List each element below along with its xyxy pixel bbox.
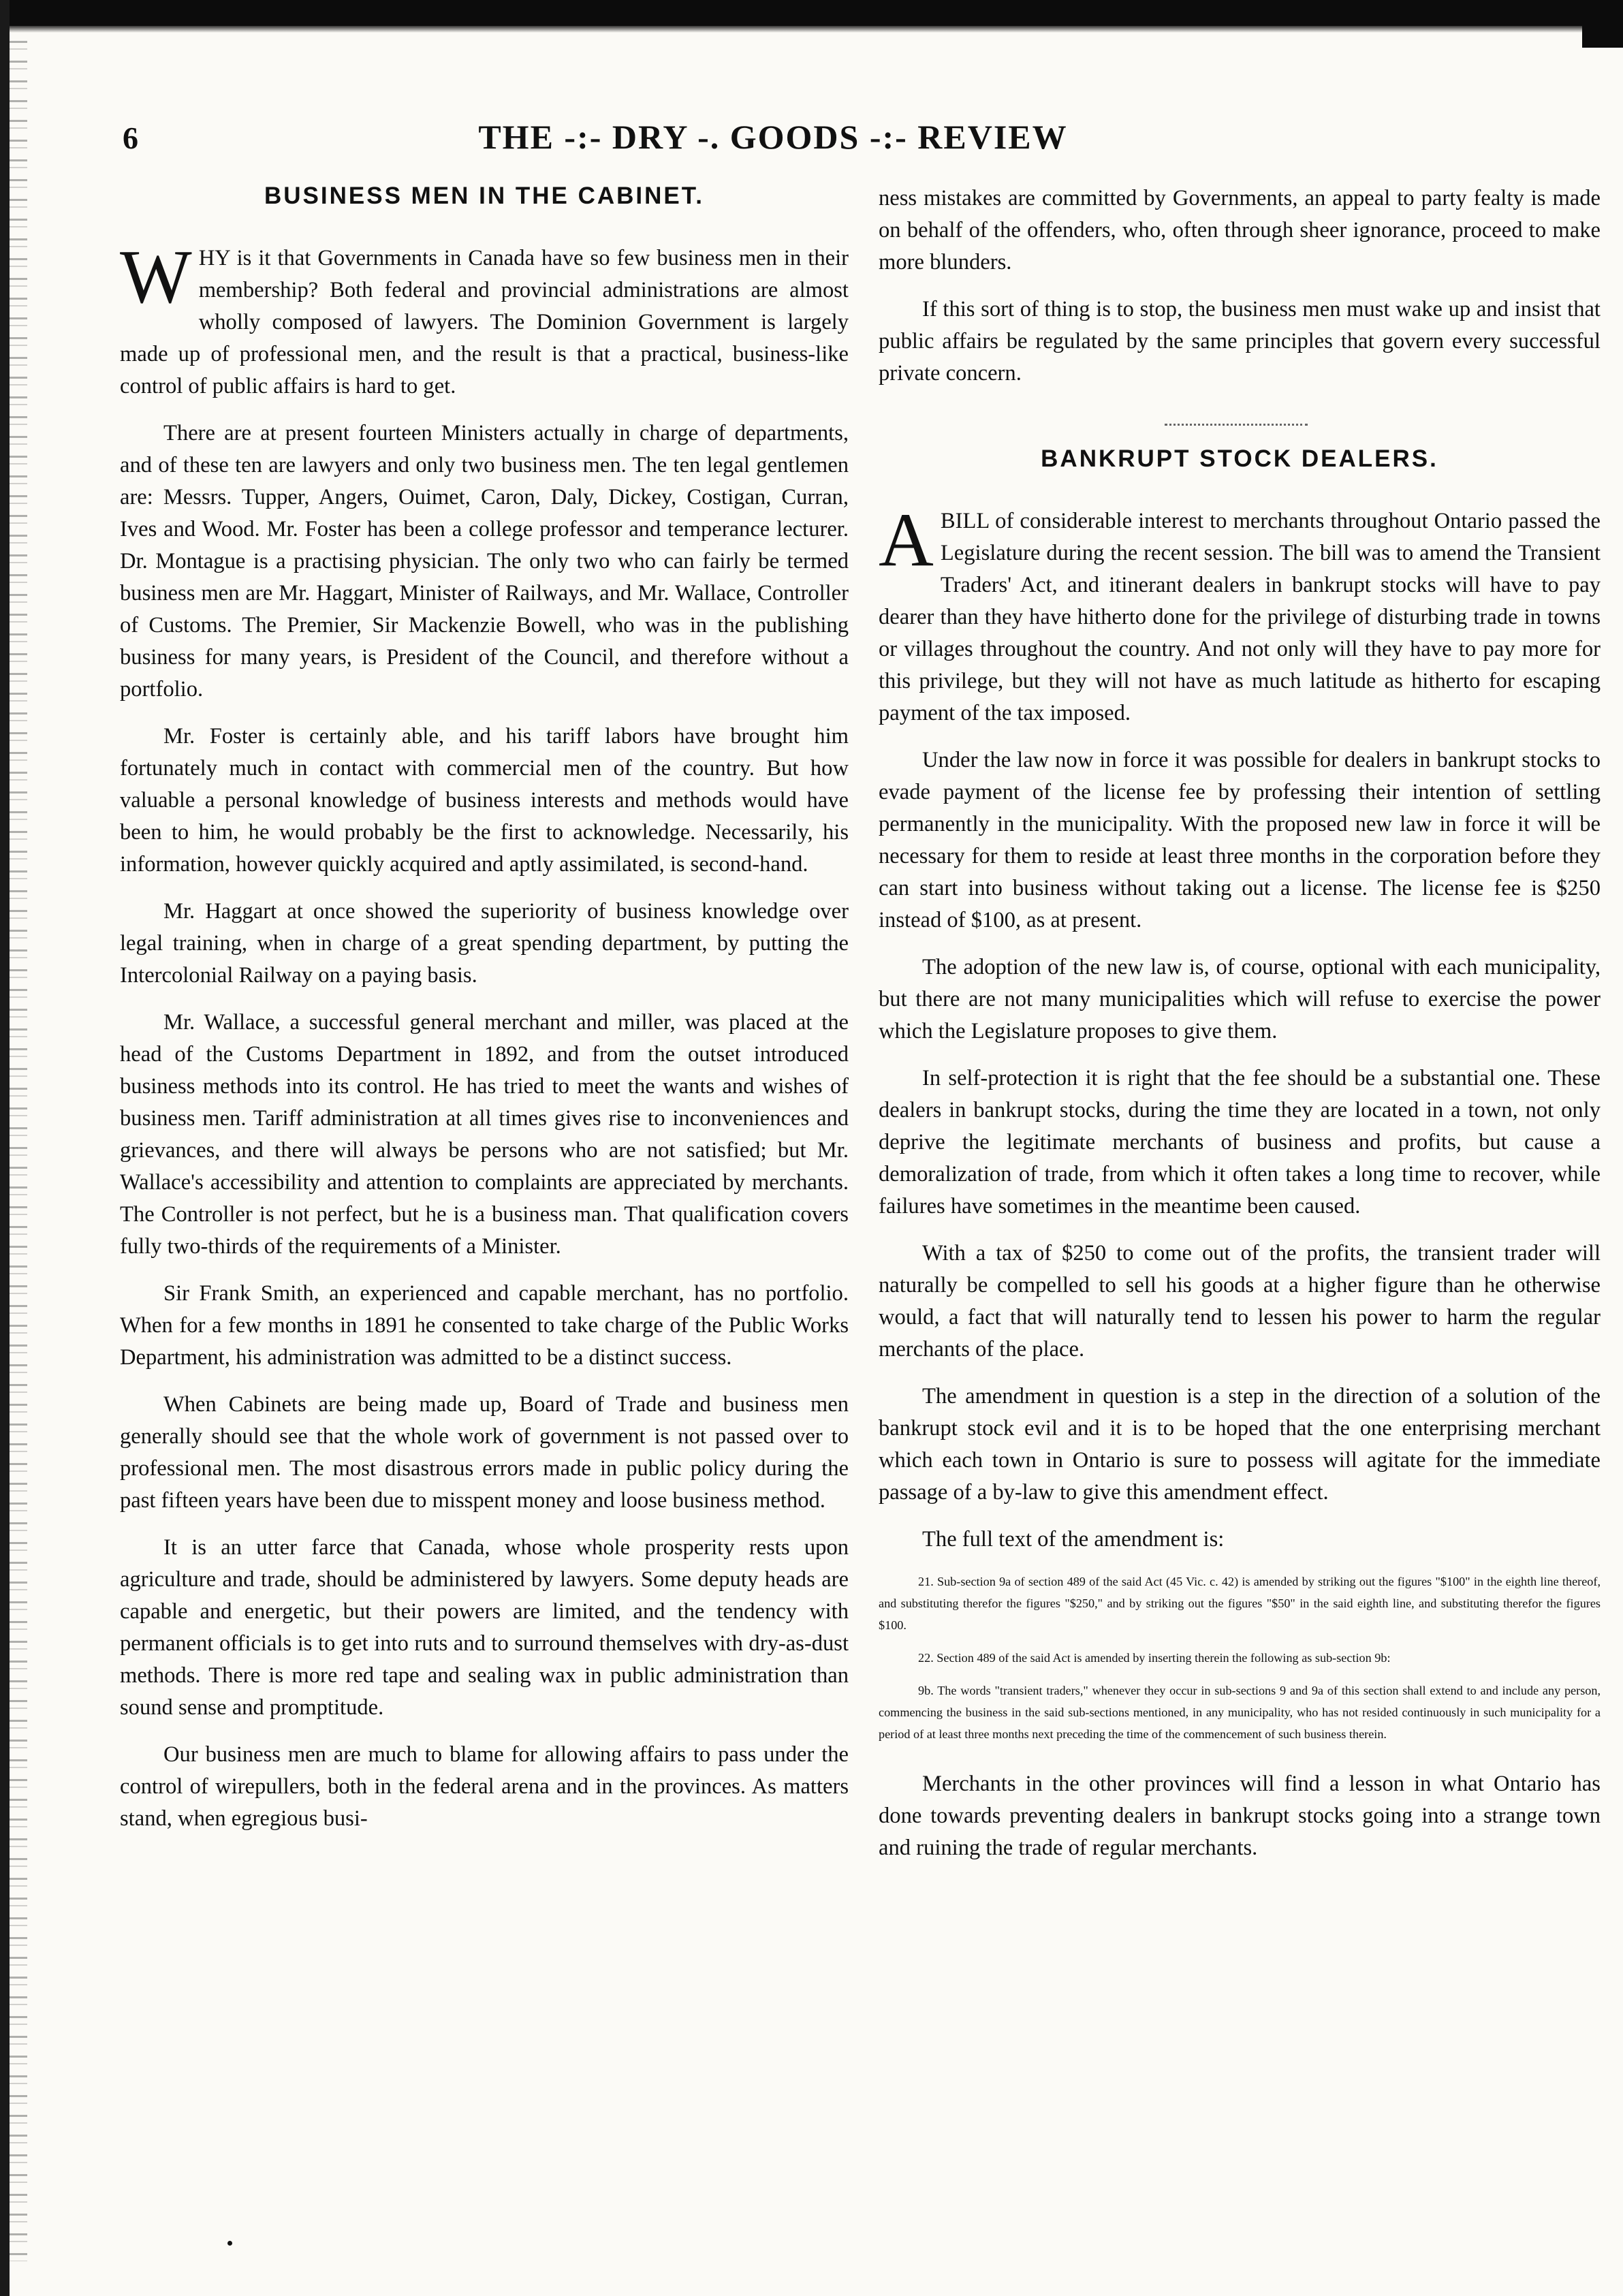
paragraph: The adoption of the new law is, of course, optional with each municipality, but there are not many municipalities which will refuse to exercise the power which the Legislature proposes to give them. [879,955,1601,1043]
article-lead-paragraph [879,498,1601,729]
section-divider [879,405,1601,445]
drop-cap-a: A [879,498,934,582]
article-lead-paragraph [120,235,849,403]
paragraph: Mr. Wallace, a successful general merchant and miller, was placed at the head of the Customs Department in 1892, and from the outset introduced business methods into its control. He has tried to meet the wants and wishes of business men. Tariff administration at all times gives rise to inconveniences and grievances, and there will always be persons who are not satisfied; but Mr. Wallace's accessibility and attention to complaints are appreciated by merchants. The Controller is not perfect, but he is a business man. That qualification covers fully two-thirds of the requirements of a Minister. [120,1010,849,1259]
paragraph: Under the law now in force it was possible for dealers in bankrupt stocks to evade payment of the license fee by professing their intention of settling permanently in the municipality. With the proposed new law in force it will be necessary for them to reside at least three months in the corporation before they can start into business without taking out a license. The license fee is $250 instead of $100, as at present. [879,748,1601,932]
right-column [879,183,1601,1879]
scan-left-edge [0,0,10,2296]
scan-left-noise [10,41,27,2261]
paragraph: When Cabinets are being made up, Board of Trade and business men generally should see that the whole work of government is not passed over to professional men. The most disastrous errors made in public policy during the past fifteen years have been due to misspent money and loose business method. [120,1392,849,1513]
paragraph: The amendment in question is a step in the direction of a solution of the bankrupt stock evil and it is to be hoped that the one enterprising merchant which each town in Ontario is sure to possess will agitate for the immediate passage of a by-law to give this amendment effect. [879,1384,1601,1505]
amendment-clause: 21. Sub-section 9a of section 489 of the said Act (45 Vic. c. 42) is amended by striking out the figures "$100" in the eighth line thereof, and substituting therefor the figures "$250," and by striking out the figures "$50" in the said eighth line, and substituting therefor the figures $100. [879,1575,1601,1632]
article-title-business-men: BUSINESS MEN IN THE CABINET. [264,183,704,209]
paragraph: Sir Frank Smith, an experienced and capable merchant, has no portfolio. When for a few months in 1891 he consented to take charge of the Public Works Department, his administration was admitted to be a distinct success. [120,1281,849,1370]
paragraph: With a tax of $250 to come out of the profits, the transient trader will naturally be compelled to sell his goods at a higher figure than he otherwise would, a fact that will naturally tend to lessen his power to harm the regular merchants of the place. [879,1241,1601,1362]
stray-dot [227,2241,232,2246]
paragraph: Our business men are much to blame for allowing affairs to pass under the control of wirepullers, both in the federal arena and in the provinces. As matters stand, when egregious busi- [120,1742,849,1831]
paragraph: Mr. Haggart at once showed the superiority of business knowledge over legal training, when in charge of a great spending department, by putting the Intercolonial Railway on a paying basis. [120,899,849,988]
paragraph: It is an utter farce that Canada, whose whole prosperity rests upon agriculture and trade, should be administered by lawyers. Some deputy heads are capable and energetic, but their powers are limited, and the tendency with permanent officials is to get into ruts and to surround themselves with dry-as-dust methods. There is more red tape and sealing wax in public administration than sound sense and promptitude. [120,1535,849,1720]
amendment-text [879,1571,1601,1745]
paragraph: Mr. Foster is certainly able, and his tariff labors have brought him fortunately much in contact with commercial men of the country. But how valuable a personal knowledge of business interests and methods would have been to him, he would probably be the first to acknowledge. Necessarily, his information, however quickly acquired and aptly assimilated, is second-hand. [120,724,849,877]
running-head: THE -:- DRY -. GOODS -:- REVIEW [478,118,1068,156]
lead-paragraph-text: BILL of considerable interest to merchants throughout Ontario passed the Legislature during the recent session. The bill was to amend the Transient Traders' Act, and itinerant dealers in bankrupt stocks will have to pay dearer than they have hitherto done for the privilege of disturbing trade in towns or villages throughout the country. And not only will they have to pay more for this privilege, but they will not have as much latitude as hitherto for escaping payment of the tax imposed. [879,509,1601,725]
paragraph: There are at present fourteen Ministers actually in charge of departments, and of these ten are lawyers and only two business men. The ten legal gentlemen are: Messrs. Tupper, Angers, Ouimet, Caron, Daly, Dickey, Costigan, Curran, Ives and Wood. Mr. Foster has been a college professor and temperance lecturer. Dr. Montague is a practising physician. The only two who can fairly be termed business men are Mr. Haggart, Minister of Railways, and Mr. Wallace, Controller of Customs. The Premier, Sir Mackenzie Bowell, who was in the publishing business for many years, is President of the Council, and therefore without a portfolio. [120,421,849,702]
amendment-clause: 22. Section 489 of the said Act is amended by inserting therein the following as sub-section 9b: [918,1651,1391,1665]
page-number: 6 [123,121,138,155]
article-title-bankrupt-stock: BANKRUPT STOCK DEALERS. [1041,445,1438,472]
scan-corner-mark [1582,0,1623,48]
drop-cap-w: W [120,235,192,319]
lead-paragraph-text: HY is it that Governments in Canada have so few business men in their membership? Both federal and provincial administrations are almost wholly composed of lawyers. The Dominion Government is largely made up of professional men, and the result is that a practical, business-like control of public affairs is hard to get. [120,246,849,398]
paragraph: In self-protection it is right that the fee should be a substantial one. These dealers in bankrupt stocks, during the time they are located in a town, not only deprive the legitimate merchants of business and profits, but cause a demoralization of trade, from which it often takes a long time to recover, while failures have sometimes in the meantime been caused. [879,1066,1601,1218]
closing-paragraph: If this sort of thing is to stop, the business men must wake up and insist that public affairs be regulated by the same principles that govern every successful private concern. [879,297,1601,386]
amendment-clause: 9b. The words "transient traders," whenever they occur in sub-sections 9 and 9a of this section shall extend to and include any person, commencing the business in the said sub-sections mentioned, in any municipality, who has not resided continuously in such municipality for a period of at least three months next preceding the time of the commencement of such business therein. [879,1684,1601,1741]
continued-paragraph: ness mistakes are committed by Governments, an appeal to party fealty is made on behalf of the offenders, who, often through sheer ignorance, proceed to make more blunders. [879,186,1601,274]
closing-paragraph: Merchants in the other provinces will find a lesson in what Ontario has done towards preventing dealers in bankrupt stocks going into a strange town and ruining the trade of regular merchants. [879,1772,1601,1860]
left-column [120,183,849,1850]
paragraph: The full text of the amendment is: [922,1527,1225,1552]
scan-top-edge [0,0,1623,26]
